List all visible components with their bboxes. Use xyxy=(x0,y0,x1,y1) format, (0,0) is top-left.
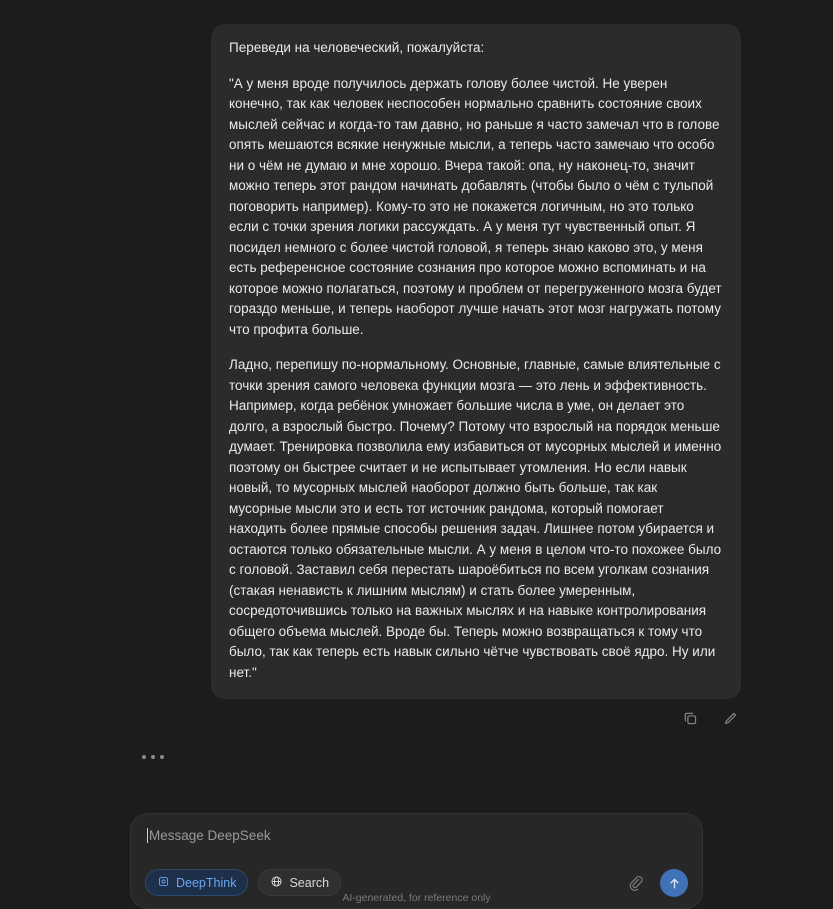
message-input-placeholder: Message DeepSeek xyxy=(149,828,271,843)
composer-wrapper xyxy=(0,813,833,909)
disclaimer-text: AI-generated, for reference only xyxy=(342,892,491,904)
typing-dot xyxy=(142,755,146,759)
text-caret xyxy=(147,828,148,843)
user-message-paragraph: "А у меня вроде получилось держать голову более чистой. Не уверен конечно, так как человек неспособен нормально сравнить состояние своих мыслей сейчас и когда-то там давно, но раньше я часто замечал что в голове опять мешаются всякие ненужные мысли, а теперь часто замечаю что особо ни о чём не думаю и мне хорошо. Вчера такой: опа, ну наконец-то, значит можно теперь этот рандом начинать добавлять (чтобы было о чём с тульпой поговорить например). Кому-то это не покажется логичным, но это только если с точки зрения логики рассуждать. А у меня тут чувственный опыт. Я посидел немного с более чистой головой, я теперь знаю каково это, у меня есть референсное состояние сознания про которое можно вспоминать и на которое можно полагаться, поэтому и проблем от перегруженного мозга будет гораздо меньше, и теперь наоборот лучше начать этот мозг нагружать потому что профита больше. xyxy=(229,75,722,337)
paperclip-icon[interactable] xyxy=(626,873,646,893)
typing-dot xyxy=(151,755,155,759)
search-label: Search xyxy=(289,875,330,890)
typing-dot xyxy=(160,755,164,759)
globe-icon xyxy=(270,875,283,891)
user-message-bubble xyxy=(211,24,741,699)
sparkle-icon xyxy=(157,875,170,891)
edit-icon[interactable] xyxy=(719,707,741,729)
message-input[interactable] xyxy=(147,828,686,843)
copy-icon[interactable] xyxy=(679,707,701,729)
deepthink-label: DeepThink xyxy=(176,875,237,890)
message-actions xyxy=(0,699,833,729)
assistant-typing-indicator xyxy=(0,729,833,759)
user-message-paragraph: Ладно, перепишу по-нормальному. Основные, главные, самые влиятельные с точки зрения самого человека функции мозга — это лень и эффективность. Например, когда ребёнок умножает большие числа в уме, он делает это долго, а взрослый быстро. Почему? Потому что взрослый на порядок меньше думает. Тренировка позволила ему избавиться от мусорных мыслей и именно поэтому он быстрее считает и не испытывает утомления. Но если навык новый, то мусорных мыслей наоборот должно быть больше, так как мусорные мысли это и есть тот источник рандома, который помогает находить более прямые способы решения задач. Лишнее потом убирается и остаются только обязательные мысли. А у меня в целом что-то похожее было с головой. Заставил себя перестать шароёбиться по всем уголкам сознания (стакая ненависть к лишним мыслям) и стать более умеренным, сосредоточившись только на важных мыслях и на навыке контролирования общего объема мыслей. Вроде бы. Теперь можно возвращаться к тому что было, так как теперь есть навык сильно чётче чувствовать своё ядро. Ну или нет." xyxy=(229,357,722,680)
user-message-paragraph: Переведи на человеческий, пожалуйста: xyxy=(229,40,485,55)
